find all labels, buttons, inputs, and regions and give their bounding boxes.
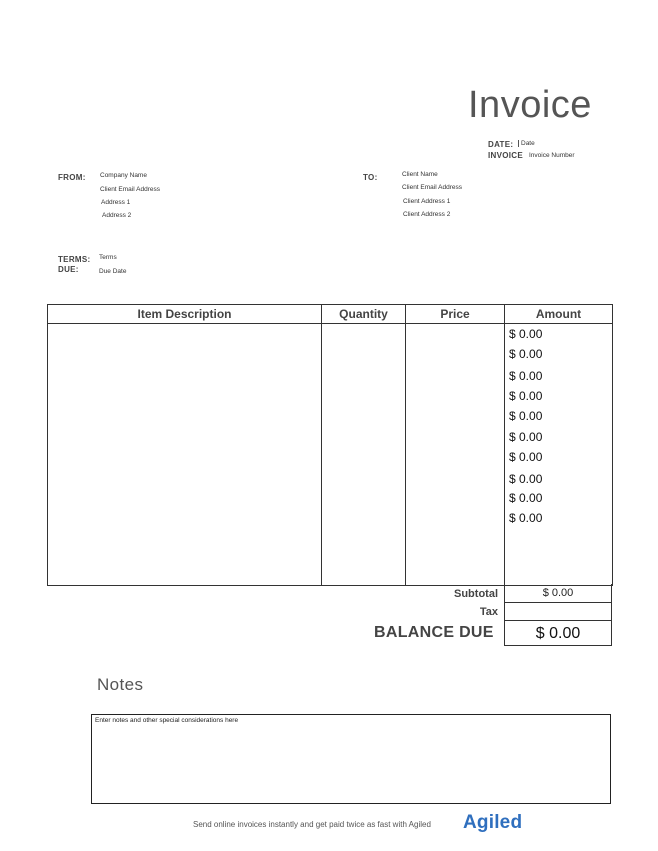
invoice-number-label: INVOICE	[488, 151, 523, 160]
date-label: DATE:	[488, 140, 514, 149]
amount-cell: $ 0.00	[509, 389, 543, 403]
description-column[interactable]	[48, 324, 322, 586]
tax-field[interactable]	[504, 602, 612, 621]
quantity-column[interactable]	[322, 324, 406, 586]
from-company-field[interactable]: Company Name	[100, 172, 147, 179]
to-email-field[interactable]: Client Email Address	[402, 184, 462, 191]
amount-cell: $ 0.00	[509, 409, 543, 423]
due-label: DUE:	[58, 265, 79, 274]
tax-label: Tax	[479, 606, 498, 618]
amount-cell: $ 0.00	[509, 450, 543, 464]
terms-field[interactable]: Terms	[99, 254, 117, 261]
amount-column	[505, 324, 613, 586]
price-column[interactable]	[406, 324, 505, 586]
amount-cell: $ 0.00	[509, 472, 543, 486]
invoice-title: Invoice	[468, 84, 592, 126]
amount-cell: $ 0.00	[509, 491, 543, 505]
balance-due-label: BALANCE DUE	[374, 624, 494, 641]
to-address1-field[interactable]: Client Address 1	[403, 198, 451, 205]
due-date-field[interactable]: Due Date	[99, 268, 127, 275]
agiled-logo[interactable]: Agiled	[463, 812, 523, 833]
header-item-description: Item Description	[48, 305, 322, 324]
amount-cell: $ 0.00	[509, 511, 543, 525]
from-email-field[interactable]: Client Email Address	[100, 186, 160, 193]
header-price: Price	[406, 305, 505, 324]
to-label: TO:	[363, 173, 378, 182]
items-table	[47, 304, 613, 586]
amount-cell: $ 0.00	[509, 369, 543, 383]
from-address1-field[interactable]: Address 1	[101, 199, 131, 206]
invoice-number-field[interactable]: Invoice Number	[529, 152, 575, 159]
balance-due-value: $ 0.00	[504, 620, 612, 646]
amount-cell: $ 0.00	[509, 327, 543, 341]
header-amount: Amount	[505, 305, 613, 324]
subtotal-label: Subtotal	[454, 588, 498, 600]
from-address2-field[interactable]: Address 2	[102, 212, 132, 219]
terms-label: TERMS:	[58, 255, 91, 264]
amount-cell: $ 0.00	[509, 430, 543, 444]
to-address2-field[interactable]: Client Address 2	[403, 211, 451, 218]
footer-promo-text: Send online invoices instantly and get paid twice as fast with Agiled	[193, 820, 431, 829]
notes-title: Notes	[97, 675, 144, 694]
subtotal-value: $ 0.00	[504, 584, 612, 603]
header-quantity: Quantity	[322, 305, 406, 324]
from-label: FROM:	[58, 173, 86, 182]
amount-cell: $ 0.00	[509, 347, 543, 361]
notes-textarea[interactable]: Enter notes and other special considerations here	[91, 714, 611, 804]
to-name-field[interactable]: Client Name	[402, 171, 438, 178]
date-field[interactable]: Date	[518, 140, 535, 147]
